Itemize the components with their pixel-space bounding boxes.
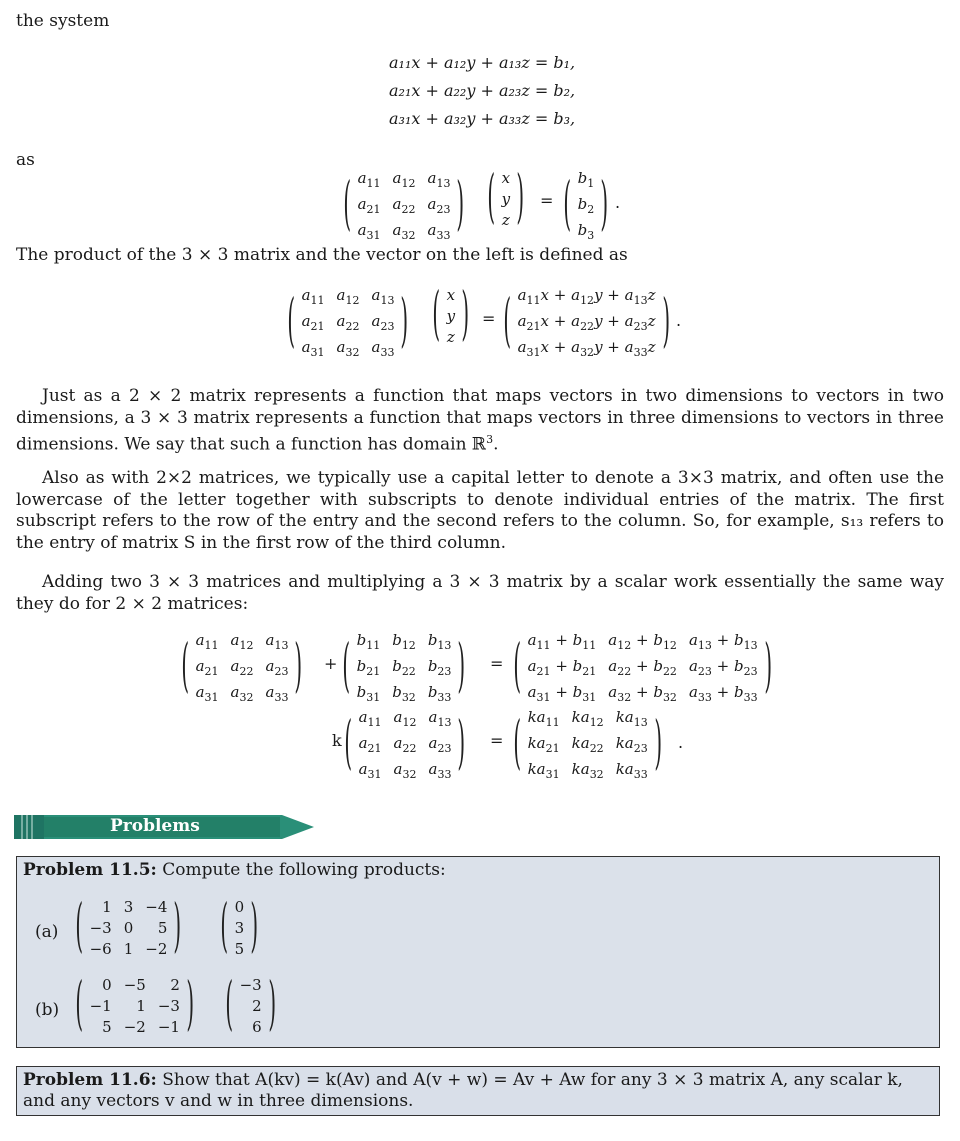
- matrix-entry: $a_{12}$: [393, 708, 417, 729]
- matrix-entry: −4: [145, 898, 168, 916]
- matrix-entry: $b_{33}$: [427, 683, 452, 704]
- matrix-entry: −2: [123, 1018, 146, 1036]
- matrix-entry: $a_{22}$: [230, 657, 254, 678]
- matrix-entry: $a_{23}$: [265, 657, 289, 678]
- matrix-entry: 2: [252, 997, 262, 1015]
- matrix-entry: 3: [123, 898, 134, 916]
- equals-sign: =: [540, 191, 554, 210]
- matrix-entry: $a_{13}$: [265, 631, 289, 652]
- right-paren: ): [400, 289, 409, 356]
- matrix-entry: 5: [234, 940, 245, 958]
- matrix-entry: $b_1$: [577, 169, 595, 190]
- matrix-entry: $ka_{33}$: [615, 760, 648, 781]
- scalar-result-matrix: [513, 707, 662, 785]
- matrix-entry: $ka_{31}$: [527, 760, 560, 781]
- matrix-entry: $b_{13}$: [427, 631, 452, 652]
- problem-a-vector: [220, 894, 259, 961]
- left-paren: (: [287, 289, 296, 356]
- matrix-entry: $a_{23} + b_{23}$: [688, 657, 758, 678]
- matrix-entry: $a_{13}$: [428, 708, 452, 729]
- plus-sign: +: [324, 654, 338, 673]
- matrix-entry: −5: [123, 976, 146, 994]
- matrix-entry: $a_{31} + b_{31}$: [527, 683, 597, 704]
- product-definition-sentence: The product of the 3 × 3 matrix and the vector on the left is defined as: [16, 245, 628, 265]
- matrix-entry: $a_{12}$: [230, 631, 254, 652]
- left-paren: (: [503, 289, 512, 356]
- matrix-b: [342, 630, 466, 708]
- paragraph-notation: Also as with 2×2 matrices, we typically use a capital letter to denote a 3×3 matrix, and often use the lowercase of the letter together with subscripts to denote individual entries of the matrix. The first subscript refers to the row of the entry and the second refers to the column. So, for example, s₁₃ refers to the entry of matrix S in the first row of the third column.: [16, 468, 944, 553]
- right-paren: ): [661, 289, 670, 356]
- matrix-entry: $a_{23}$: [427, 195, 451, 216]
- right-paren: ): [764, 634, 772, 701]
- matrix-entry: $a_{23}$: [428, 734, 452, 755]
- matrix-entry: 1: [123, 940, 134, 958]
- period: .: [676, 311, 682, 330]
- product-result-vector: [503, 285, 670, 363]
- system-equation-1: a₁₁x + a₁₂y + a₁₃z = b₁,: [389, 53, 576, 72]
- left-paren: (: [225, 972, 234, 1039]
- right-paren: ): [173, 894, 182, 961]
- label-the-system: the system: [16, 11, 110, 31]
- right-paren: ): [461, 282, 470, 349]
- matrix-entry: $b_{11}$: [356, 631, 381, 652]
- matrix-entry: $a_{22}$: [392, 195, 416, 216]
- matrix-entry: $b_3$: [577, 221, 595, 242]
- problem-b-label: (b): [35, 1000, 60, 1020]
- matrix-entry: 0: [123, 919, 134, 937]
- left-paren: (: [75, 972, 84, 1039]
- matrix-entry: $ka_{22}$: [571, 734, 604, 755]
- matrix-entry: $a_{32} + b_{32}$: [608, 683, 677, 704]
- right-paren: ): [250, 894, 259, 961]
- problem-11-6-text: Problem 11.6: Show that A(kv) = k(Av) and A(v + w) = Av + Aw for any 3 × 3 matrix A, any scalar k, and any vectors v and w in three dimensions.: [23, 1070, 903, 1111]
- matrix-entry: $a_{11}$: [301, 286, 325, 307]
- matrix-entry: $b_{31}$: [356, 683, 381, 704]
- vector-xyz: [487, 165, 525, 232]
- matrix-entry: $a_{11}x + a_{12}y + a_{13}z$: [517, 286, 656, 307]
- problems-banner: [14, 812, 314, 842]
- equals-sign: =: [490, 654, 504, 673]
- equals-sign: =: [482, 309, 496, 328]
- matrix-entry: $a_{33}$: [265, 683, 289, 704]
- matrix-entry: $ka_{23}$: [615, 734, 648, 755]
- matrix-entry: $a_{32}$: [393, 760, 417, 781]
- matrix-entry: $a_{13}$: [427, 169, 451, 190]
- left-paren: (: [432, 282, 441, 349]
- left-paren: (: [220, 894, 229, 961]
- right-paren: ): [654, 711, 662, 778]
- matrix-entry: $ka_{12}$: [571, 708, 604, 729]
- matrix-entry: $ka_{32}$: [571, 760, 604, 781]
- right-paren: ): [516, 165, 525, 232]
- problem-11-6-box: [16, 1066, 940, 1116]
- matrix-entry: 5: [157, 919, 168, 937]
- matrix-entry: $ka_{13}$: [615, 708, 648, 729]
- matrix-a: [343, 168, 465, 246]
- system-equation-3: a₃₁x + a₃₂y + a₃₃z = b₃,: [389, 109, 576, 128]
- vector-b: [563, 168, 609, 246]
- left-paren: (: [344, 711, 353, 778]
- label-as: as: [16, 150, 35, 170]
- problem-a-label: (a): [35, 922, 59, 942]
- matrix-entry: 0: [234, 898, 245, 916]
- matrix-entry: $ka_{21}$: [527, 734, 560, 755]
- matrix-entry: $a_{31}$: [195, 683, 219, 704]
- matrix-entry: z: [446, 328, 455, 346]
- period: .: [678, 733, 684, 752]
- matrix-entry: −3: [157, 997, 180, 1015]
- right-paren: ): [294, 634, 303, 701]
- matrix-entry: 1: [102, 898, 112, 916]
- equals-sign: =: [490, 731, 504, 750]
- left-paren: (: [342, 634, 351, 701]
- matrix-entry: $a_{33}$: [428, 760, 452, 781]
- right-paren: ): [186, 972, 195, 1039]
- left-paren: (: [513, 634, 522, 701]
- problem-b-matrix: [75, 972, 195, 1039]
- matrix-entry: 3: [234, 919, 245, 937]
- matrix-entry: $a_{21}$: [195, 657, 219, 678]
- matrix-entry: $a_{32}$: [336, 338, 360, 359]
- left-paren: (: [343, 172, 352, 239]
- matrix-entry: $a_{13} + b_{13}$: [688, 631, 758, 652]
- matrix-entry: $a_{11}$: [357, 169, 381, 190]
- left-paren: (: [513, 711, 522, 778]
- matrix-entry: $b_{23}$: [427, 657, 452, 678]
- right-paren: ): [457, 711, 466, 778]
- matrix-entry: 5: [102, 1018, 112, 1036]
- matrix-entry: $b_{32}$: [392, 683, 416, 704]
- matrix-entry: $a_{31}$: [358, 760, 382, 781]
- left-paren: (: [75, 894, 84, 961]
- matrix-entry: x: [501, 169, 511, 187]
- matrix-a: [181, 630, 303, 708]
- system-equation-2: a₂₁x + a₂₂y + a₂₃z = b₂,: [389, 81, 576, 100]
- matrix-entry: y: [501, 190, 511, 208]
- vector-xyz: [432, 282, 470, 349]
- matrix-entry: 2: [170, 976, 180, 994]
- matrix-entry: $a_{12} + b_{12}$: [608, 631, 677, 652]
- matrix-entry: $a_{31}$: [357, 221, 381, 242]
- right-paren: ): [600, 172, 609, 239]
- matrix-a: [287, 285, 409, 363]
- matrix-a: [344, 707, 466, 785]
- right-paren: ): [268, 972, 276, 1039]
- left-paren: (: [487, 165, 496, 232]
- matrix-entry: −6: [89, 940, 112, 958]
- matrix-entry: 0: [102, 976, 112, 994]
- problem-b-vector: [225, 972, 276, 1039]
- scalar-k: k: [332, 731, 342, 750]
- problem-11-5-heading: Problem 11.5: Compute the following products:: [23, 860, 446, 880]
- matrix-entry: $a_{11}$: [358, 708, 382, 729]
- matrix-entry: $a_{12}$: [392, 169, 416, 190]
- matrix-entry: $a_{21} + b_{21}$: [527, 657, 597, 678]
- matrix-entry: $a_{23}$: [371, 312, 395, 333]
- matrix-entry: 6: [252, 1018, 262, 1036]
- right-paren: ): [457, 634, 466, 701]
- left-paren: (: [563, 172, 572, 239]
- matrix-entry: $ka_{11}$: [527, 708, 560, 729]
- matrix-entry: −3: [239, 976, 262, 994]
- sum-result-matrix: [513, 630, 772, 708]
- banner-label: Problems: [110, 816, 200, 836]
- matrix-entry: $a_{22}$: [336, 312, 360, 333]
- problem-11-5-box: [16, 856, 940, 1048]
- matrix-entry: $a_{13}$: [371, 286, 395, 307]
- matrix-entry: $a_{22} + b_{22}$: [608, 657, 677, 678]
- matrix-entry: $a_{21}x + a_{22}y + a_{23}z$: [517, 312, 656, 333]
- matrix-entry: $b_2$: [577, 195, 595, 216]
- problem-a-matrix: [75, 894, 182, 961]
- matrix-entry: −1: [89, 997, 112, 1015]
- matrix-entry: $a_{31}$: [301, 338, 325, 359]
- matrix-entry: z: [501, 211, 510, 229]
- matrix-entry: $a_{33} + b_{33}$: [688, 683, 758, 704]
- left-paren: (: [181, 634, 190, 701]
- matrix-entry: $a_{11}$: [195, 631, 219, 652]
- matrix-entry: $a_{21}$: [358, 734, 382, 755]
- paragraph-addition: Adding two 3 × 3 matrices and multiplying a 3 × 3 matrix by a scalar work essentially the same way they do for 2 × 2 matrices:: [16, 572, 944, 614]
- matrix-entry: $a_{33}$: [371, 338, 395, 359]
- matrix-entry: x: [446, 286, 456, 304]
- matrix-entry: $a_{12}$: [336, 286, 360, 307]
- matrix-entry: $a_{33}$: [427, 221, 451, 242]
- matrix-entry: $a_{31}x + a_{32}y + a_{33}z$: [517, 338, 656, 359]
- matrix-entry: $a_{32}$: [392, 221, 416, 242]
- matrix-entry: $a_{11} + b_{11}$: [527, 631, 597, 652]
- matrix-entry: −2: [145, 940, 168, 958]
- matrix-entry: $b_{12}$: [392, 631, 416, 652]
- matrix-entry: 1: [136, 997, 146, 1015]
- paragraph-domain: Just as a 2 × 2 matrix represents a function that maps vectors in two dimensions to vectors in two dimensions, a 3 × 3 matrix represents a function that maps vectors in three dimensions to vectors in three dimensions. We say that such a function has domain ℝ$^3$.: [16, 386, 944, 455]
- matrix-entry: y: [446, 307, 456, 325]
- matrix-entry: $a_{21}$: [357, 195, 381, 216]
- matrix-entry: −3: [89, 919, 112, 937]
- matrix-entry: $a_{32}$: [230, 683, 254, 704]
- matrix-entry: $b_{21}$: [356, 657, 381, 678]
- matrix-entry: −1: [157, 1018, 180, 1036]
- matrix-entry: $a_{21}$: [301, 312, 325, 333]
- matrix-entry: $b_{22}$: [392, 657, 416, 678]
- matrix-entry: $a_{22}$: [393, 734, 417, 755]
- period: .: [615, 193, 621, 212]
- right-paren: ): [456, 172, 465, 239]
